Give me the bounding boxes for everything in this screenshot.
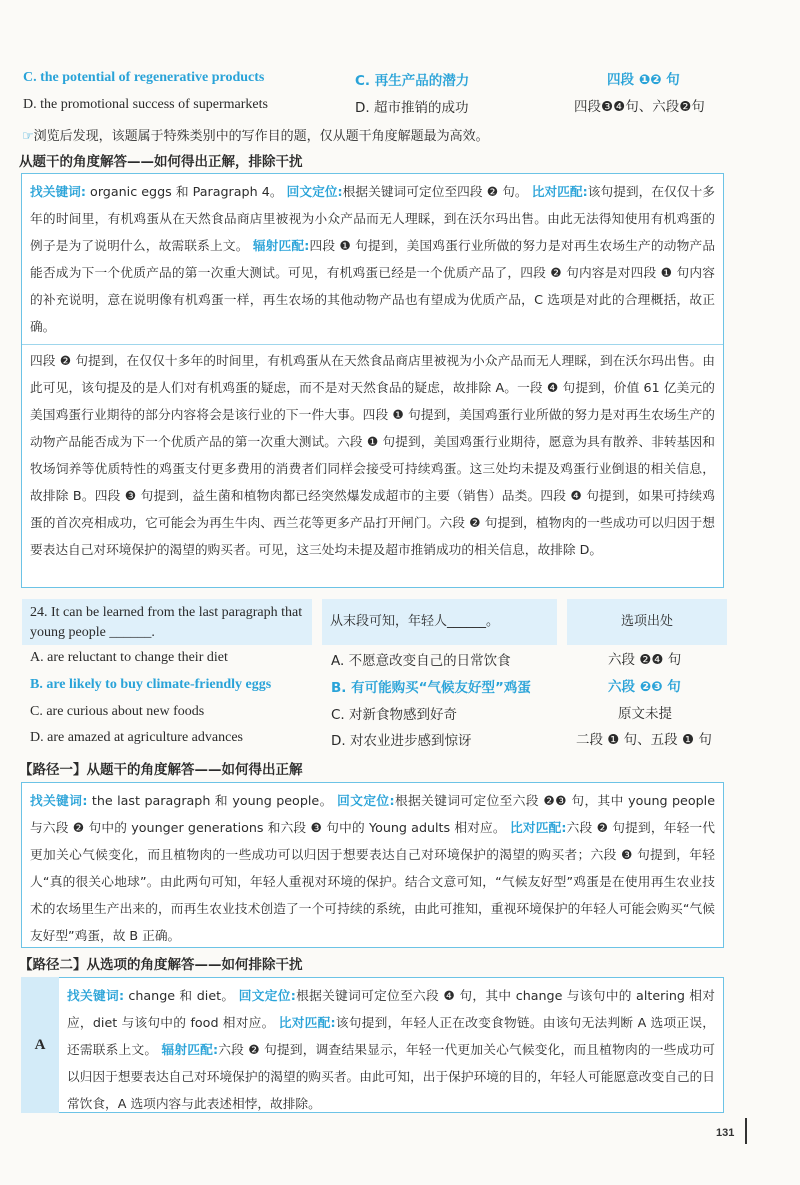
- radiate-label: 辐射匹配:: [252, 238, 310, 253]
- page-marker-bar: [745, 1118, 747, 1144]
- q24-option-d-cn: D. 对农业进步感到惊讶: [331, 733, 472, 749]
- option-c-en: C. the potential of regenerative products: [23, 70, 265, 85]
- analysis-box-path-2: [59, 977, 724, 1113]
- path-1-title: 【路径一】从题干的角度解答——如何得出正解: [19, 762, 303, 778]
- analysis-paragraph-1: 找关键词: organic eggs 和 Paragraph 4。 回文定位:根据关键词可定位至四段 ❷ 句。 比对匹配:该句提到，在仅仅十多年的时间里，有机鸡蛋从在天然食品商店里被视为小众产品而无人理睬，到在沃尔玛出售。由此无法得知使用有机鸡蛋的例子是为了说明什么，故需联系上文。 辐射匹配:四段 ❶ 句提到，美国鸡蛋行业所做的努力是对再生农场生产的动物产品能否成为下一个优质产品的第一次重大测试。可见，有机鸡蛋已经是一个优质产品了，四段 ❷ 句内容是对四段 ❶ 句内容的补充说明，意在说明像有机鸡蛋一样，再生农场的其他动物产品也有望成为优质产品，C 选项是对此的合理概括，故正确。: [30, 184, 716, 334]
- page-number: 131: [716, 1127, 735, 1139]
- q24-option-b-cn: B. 有可能购买“气候友好型”鸡蛋: [331, 680, 531, 696]
- keyword-label: 找关键词:: [30, 184, 86, 199]
- pointing-hand-icon: ☞: [22, 129, 34, 144]
- analysis-paragraph-2: 四段 ❷ 句提到，在仅仅十多年的时间里，有机鸡蛋从在天然食品商店里被视为小众产品而无人理睬，到在沃尔玛出售。由此可见，该句提及的是人们对有机鸡蛋的疑虑，而不是对天然食品的疑虑，故排除 A。一段 ❹ 句提到，价值 61 亿美元的美国鸡蛋行业期待的部分内容将会是该行业的下一件大事。四段 ❶ 句提到，美国鸡蛋行业所做的努力是对再生农场生产的动物产品能否成为下一个优质产品的第一次重大测试。六段 ❶ 句提到，美国鸡蛋行业期待，愿意为具有散养、非转基因和牧场饲养等优质特性的鸡蛋支付更多费用的消费者们同样会接受可持续鸡蛋。这三处均未提及鸡蛋行业倒退的相关信息，故排除 B。四段 ❸ 句提到，益生菌和植物肉都已经突然爆发成超市的主要（销售）品类。四段 ❹ 句提到，如果可持续鸡蛋的首次亮相成功，它可能会为再生牛肉、西兰花等更多产品打开闸门。六段 ❷ 句提到，植物肉的一些成功可以归因于想要表达自己对环境保护的渴望的购买者。可见，这三处均未提及超市推销成功的相关信息，故排除 D。: [30, 353, 715, 557]
- locate-label: 回文定位:: [286, 184, 343, 199]
- path-1-text: 找关键词: the last paragraph 和 young people。 回文定位:根据关键词可定位至六段 ❷❸ 句，其中 young people 与六段 ❷ 句中的 younger generations 和六段 ❸ 句中的 Young adults 相对应。 比对匹配:六段 ❷ 句提到，年轻一代更加关心气候变化，而且植物肉的一些成功可以归因于想要表达自己对环境保护的渴望的购买者；六段 ❸ 句提到，年轻人“真的很关心地球”。由此两句可知，年轻人重视对环境的保护。结合文意可知，“气候友好型”鸡蛋是在使用再生农业技术的农场里生产出来的，而再生农业技术创造了一个可持续的系统，由此可推知，重视环境保护的年轻人可能会购买“气候友好型”鸡蛋，故 B 正确。: [30, 793, 716, 943]
- q24-option-c-cn: C. 对新食物感到好奇: [331, 707, 458, 723]
- q24-option-c-en: C. are curious about new foods: [30, 704, 205, 719]
- match-label: 比对匹配:: [531, 184, 588, 199]
- path-2-text: 找关键词: change 和 diet。 回文定位:根据关键词可定位至六段 ❹ 句，其中 change 与该句中的 altering 相对应，diet 与该句中的 food 相对应。 比对匹配:该句提到，年轻人正在改变食物链。由该句无法判断 A 选项正误，还需联系上文。 辐射匹配:六段 ❷ 句提到，调查结果显示，年轻一代更加关心气候变化，而且植物肉的一些成功可以归因于想要表达自己对环境保护的渴望的购买者。由此可知，出于保护环境的目的，年轻人可能愿意改变自己的日常饮食，A 选项内容与此表述相悖，故排除。: [67, 988, 715, 1111]
- path-2-title: 【路径二】从选项的角度解答——如何排除干扰: [19, 957, 303, 973]
- question-24-stem-cn: 从末段可知，年轻人______。: [322, 599, 557, 645]
- divider: [22, 344, 723, 345]
- option-d-source: 四段❸❹句、六段❷句: [574, 99, 705, 115]
- question-24-stem: 24. It can be learned from the last paragraph that young people ______.: [22, 599, 312, 645]
- q24-option-a-source: 六段 ❷❹ 句: [608, 652, 682, 668]
- q24-option-a-en: A. are reluctant to change their diet: [30, 650, 228, 665]
- section-title-stem: 从题干的角度解答——如何得出正解，排除干扰: [19, 154, 303, 170]
- q24-option-d-source: 二段 ❶ 句、五段 ❶ 句: [576, 732, 712, 748]
- option-c-source: 四段 ❶❷ 句: [607, 72, 680, 88]
- note-line: [22, 125, 489, 144]
- option-a-label: A: [21, 977, 59, 1113]
- q24-option-c-source: 原文未提: [618, 706, 672, 722]
- q24-option-a-cn: A. 不愿意改变自己的日常饮食: [331, 653, 511, 669]
- option-c-cn: C. 再生产品的潜力: [355, 73, 470, 89]
- note-text: 浏览后发现，该题属于特殊类别中的写作目的题，仅从题干角度解题最为高效。: [33, 129, 489, 144]
- option-d-en: D. the promotional success of supermarkets: [23, 97, 268, 112]
- analysis-box-q23: [21, 173, 724, 588]
- source-header: 选项出处: [567, 599, 727, 645]
- q24-option-d-en: D. are amazed at agriculture advances: [30, 730, 243, 745]
- q24-option-b-source: 六段 ❷❸ 句: [608, 679, 681, 695]
- q24-option-b-en: B. are likely to buy climate-friendly eggs: [30, 677, 272, 692]
- analysis-box-path-1: [21, 782, 724, 948]
- option-d-cn: D. 超市推销的成功: [355, 100, 469, 116]
